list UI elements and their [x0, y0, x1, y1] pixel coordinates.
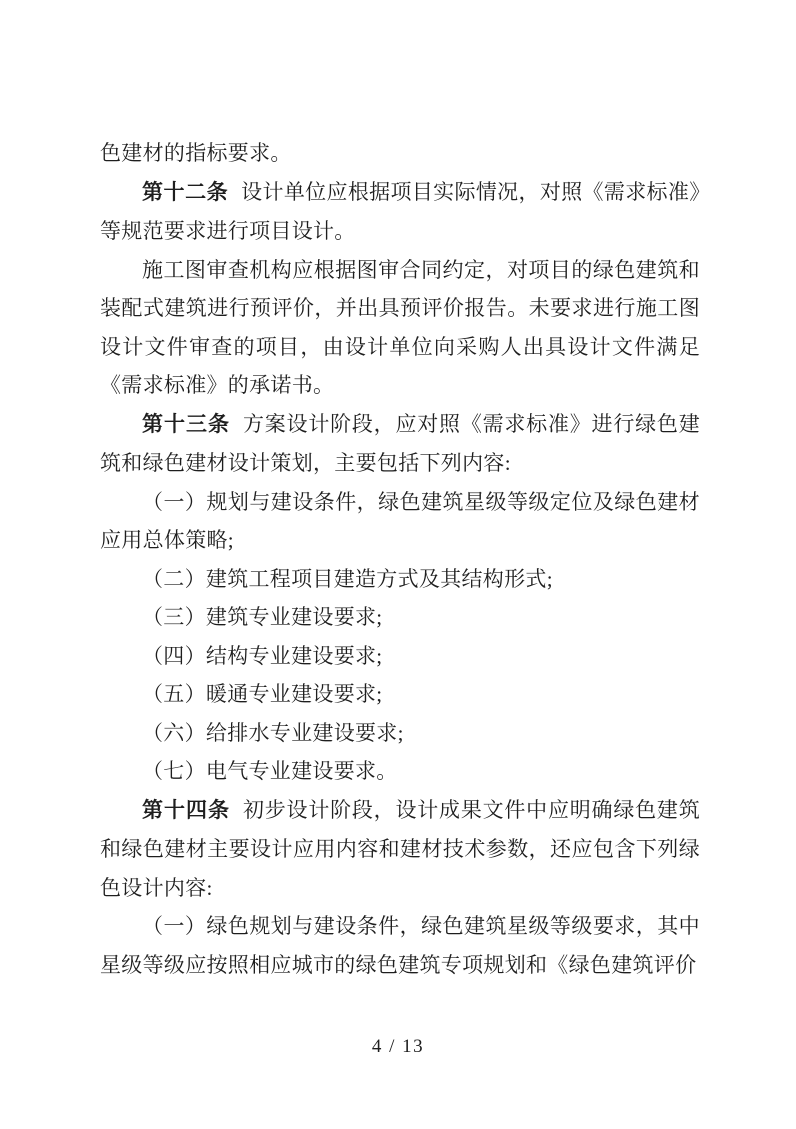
document-body: [100, 134, 700, 984]
article-number: 第十四条: [142, 798, 230, 822]
article-paragraph: [100, 405, 700, 483]
list-item-paragraph: [100, 560, 700, 599]
paragraph-text: （三）建筑专业建设要求;: [142, 605, 383, 629]
page-number: 4 / 13: [371, 1036, 425, 1057]
paragraph-text: （四）结构专业建设要求;: [142, 643, 383, 668]
article-number: 第十二条: [142, 180, 229, 204]
list-item-paragraph: [100, 907, 700, 984]
list-item-paragraph: [100, 637, 700, 676]
article-number: 第十三条: [142, 412, 230, 436]
list-item-paragraph: [100, 714, 700, 753]
paragraph-text: （二）建筑工程项目建造方式及其结构形式;: [142, 566, 553, 591]
list-item-paragraph: [100, 483, 700, 560]
paragraph-text: 施工图审查机构应根据图审合同约定，对项目的绿色建筑和装配式建筑进行预评价，并出具预评价报告。未要求进行施工图设计文件审查的项目，由设计单位向采购人出具设计文件满足《需求标准》的承诺书。: [100, 257, 700, 397]
article-paragraph: [100, 173, 700, 251]
paragraph-text: 初步设计阶段，设计成果文件中应明确绿色建筑和绿色建材主要设计应用内容和建材技术参数，还应包含下列绿色设计内容:: [100, 797, 700, 900]
paragraph-text: 方案设计阶段，应对照《需求标准》进行绿色建筑和绿色建材设计策划，主要包括下列内容:: [100, 411, 700, 475]
paragraph-text: （七）电气专业建设要求。: [142, 759, 398, 783]
list-item-paragraph: [100, 752, 700, 791]
paragraph-text: 色建材的指标要求。: [100, 141, 292, 165]
body-paragraph: [100, 134, 700, 173]
paragraph-text: 设计单位应根据项目实际情况，对照《需求标准》等规范要求进行项目设计。: [100, 179, 701, 243]
list-item-paragraph: [100, 675, 700, 714]
paragraph-text: （一）规划与建设条件，绿色建筑星级等级定位及绿色建材应用总体策略;: [100, 489, 700, 552]
body-paragraph: [100, 251, 700, 405]
article-paragraph: [100, 791, 700, 908]
paragraph-text: （五）暖通专业建设要求;: [142, 682, 383, 706]
paragraph-text: （一）绿色规划与建设条件，绿色建筑星级等级要求，其中星级等级应按照相应城市的绿色建筑专项规划和《绿色建筑评价: [100, 914, 700, 977]
list-item-paragraph: [100, 598, 700, 637]
paragraph-text: （六）给排水专业建设要求;: [142, 720, 404, 745]
